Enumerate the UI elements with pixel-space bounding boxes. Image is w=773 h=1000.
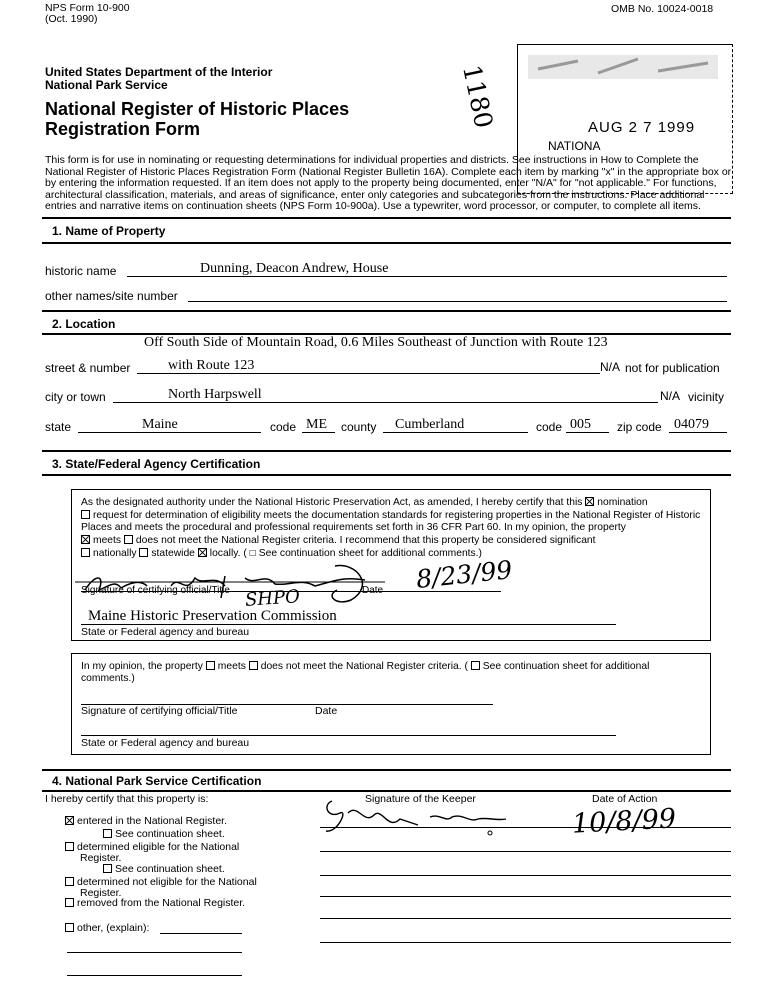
certify-label: I hereby certify that this property is: <box>45 793 209 805</box>
county-code-field[interactable]: 005 <box>570 417 591 432</box>
opinion-does-not-meet-checkbox[interactable] <box>249 661 258 670</box>
vicinity-value[interactable]: N/A <box>660 389 681 403</box>
eligible-checkbox[interactable] <box>65 842 74 851</box>
other-line-2 <box>67 952 242 953</box>
divider <box>42 790 731 792</box>
divider <box>42 474 731 476</box>
agency-label: State or Federal agency and bureau <box>81 626 250 638</box>
zip-label: zip code <box>617 420 662 434</box>
opinion-continuation-checkbox[interactable] <box>471 661 480 670</box>
section-3-heading: 3. State/Federal Agency Certification <box>52 457 261 471</box>
cert-line-1 <box>81 497 701 509</box>
divider <box>42 217 731 219</box>
form-header <box>45 3 130 25</box>
option-eligible[interactable] <box>65 842 260 864</box>
action-date: 10/8/99 <box>571 803 677 840</box>
other-line-3 <box>67 975 242 976</box>
keeper-line-5 <box>320 918 731 919</box>
cert-meets-line <box>81 535 701 547</box>
street-label: street & number <box>45 361 131 375</box>
other-names-line <box>188 301 727 302</box>
department: United States Department of the Interior <box>45 65 273 79</box>
state-label: state <box>45 420 72 434</box>
agency-header <box>45 66 272 92</box>
form-number: NPS Form 10-900 <box>45 2 130 14</box>
keeper-signature <box>318 795 528 843</box>
keeper-line-4 <box>320 896 731 897</box>
keeper-line-1 <box>320 827 731 828</box>
nomination-label: nomination <box>597 497 648 508</box>
meets-label: meets <box>93 535 122 546</box>
form-date: (Oct. 1990) <box>45 13 98 25</box>
agency-line <box>81 624 616 625</box>
section-2-heading: 2. Location <box>52 317 116 331</box>
divider <box>42 769 731 771</box>
nfp-label: not for publication <box>625 361 720 375</box>
does-not-meet-checkbox[interactable] <box>124 535 133 544</box>
street-field[interactable]: with Route 123 <box>168 358 255 373</box>
stamp-partial: NATIONA <box>548 139 601 153</box>
divider <box>42 242 731 244</box>
intro-text: This form is for use in nominating or requesting determinations for individual properties and districts. See instructions in How to Complete the National Register of Historic Places Registration Form (National Register Bulletin 16A). Complete each item by marking "x" in the appropriate box or by entering the information requested. If an item does not apply to the property being documented, enter "N/A" for "not applicable." For functions, architectural classification, materials, and areas of significance, enter only categories and subcategories from the instructions. Place additional entries and narrative items on continuation sheets (NPS Form 10-900a). Use a typewriter, word processor, or computer, to complete all items. <box>45 154 732 213</box>
signature-date: 8/23/99 <box>414 555 514 594</box>
cert-request-text: request for determination of eligibility meets the documentation standards for registering properties in the National Register of Historic Places and meets the procedural and professional requirements set forth in 36 CFR Part 60. In my opinion, the property <box>81 510 701 534</box>
keeper-line-6 <box>320 942 731 943</box>
county-label: county <box>341 420 377 434</box>
omb-number: OMB No. 10024-0018 <box>611 3 714 15</box>
title-line-2: Registration Form <box>45 119 201 139</box>
page-title <box>45 99 349 139</box>
city-field[interactable]: North Harpswell <box>168 387 262 402</box>
vicinity-label: vicinity <box>688 390 725 404</box>
action-label: Date of Action <box>592 793 658 805</box>
option-removed[interactable] <box>65 898 260 909</box>
cert-line-1-text: As the designated authority under the National Historic Preservation Act, as amended, I hereby certify that this <box>81 497 583 508</box>
statewide-label: statewide <box>151 548 195 559</box>
street-line-1[interactable]: Off South Side of Mountain Road, 0.6 Miles Southeast of Junction with Route 123 <box>144 335 608 350</box>
code-label: code <box>270 420 297 434</box>
agency-field[interactable]: Maine Historic Preservation Commission <box>88 608 337 624</box>
historic-name-field[interactable]: Dunning, Deacon Andrew, House <box>200 261 389 276</box>
see-cont-2-label: See continuation sheet. <box>115 863 225 875</box>
stamp-smudge <box>518 49 732 99</box>
not-eligible-label: determined not eligible for the National Register. <box>77 876 257 899</box>
see-cont-2-checkbox[interactable] <box>103 864 112 873</box>
locally-label: locally. <box>209 548 241 559</box>
nationally-label: nationally <box>93 548 137 559</box>
cert-request <box>81 510 701 535</box>
nfp-value[interactable]: N/A <box>600 360 621 374</box>
keeper-line-3 <box>320 875 731 876</box>
title-line-1: National Register of Historic Places <box>45 99 350 119</box>
see-continuation-text: ( □ See continuation sheet for additional comments.) <box>243 548 482 559</box>
county-code-label: code <box>536 420 563 434</box>
divider <box>42 450 731 452</box>
other-checkbox[interactable] <box>65 923 74 932</box>
opinion-meets-label: meets <box>217 661 246 672</box>
opinion-text-b: does not meet the National Register criteria. ( <box>260 661 468 672</box>
see-cont-1-checkbox[interactable] <box>103 829 112 838</box>
entered-label: entered in the National Register. <box>77 815 228 827</box>
city-label: city or town <box>45 390 106 404</box>
official-signature <box>75 556 395 608</box>
option-see-cont-1[interactable] <box>103 829 225 840</box>
service: National Park Service <box>45 78 168 92</box>
agency-label-2: State or Federal agency and bureau <box>81 737 250 749</box>
opinion-text-c: See continuation sheet for additional comments.) <box>81 661 650 685</box>
opinion-text-a: In my opinion, the property <box>81 661 203 672</box>
keeper-line-2 <box>320 851 731 852</box>
state-field[interactable]: Maine <box>142 417 178 432</box>
date-label: Date <box>362 585 384 596</box>
option-entered[interactable] <box>65 816 227 827</box>
signature-label: Signature of certifying official/Title <box>81 585 230 596</box>
option-not-eligible[interactable] <box>65 877 260 899</box>
stamp-date: AUG 2 7 1999 <box>588 119 696 136</box>
agency-line-2 <box>81 735 616 736</box>
handwritten-title: SHPO <box>244 586 301 611</box>
zip-field[interactable]: 04079 <box>674 417 709 432</box>
historic-name-label: historic name <box>45 264 117 278</box>
nomination-checkbox[interactable] <box>585 497 594 506</box>
signature-label-2: Signature of certifying official/Title <box>81 705 238 717</box>
eligible-label: determined eligible for the National Register. <box>77 841 240 864</box>
removed-checkbox[interactable] <box>65 898 74 907</box>
keeper-label: Signature of the Keeper <box>365 793 476 805</box>
other-label: other, (explain): <box>77 922 150 934</box>
other-line-1 <box>160 933 242 934</box>
not-eligible-checkbox[interactable] <box>65 877 74 886</box>
divider <box>42 310 731 312</box>
county-field[interactable]: Cumberland <box>395 417 465 432</box>
entered-checkbox[interactable] <box>65 816 74 825</box>
see-cont-1-label: See continuation sheet. <box>115 828 225 840</box>
option-see-cont-2[interactable] <box>103 864 225 875</box>
does-not-meet-label: does not meet the National Register criteria. I recommend that this property be considered significant <box>135 535 596 546</box>
removed-label: removed from the National Register. <box>77 897 246 909</box>
other-names-label: other names/site number <box>45 289 178 303</box>
handwritten-number: 1180 <box>457 62 499 131</box>
request-checkbox[interactable] <box>81 510 90 519</box>
section-1-heading: 1. Name of Property <box>52 224 166 238</box>
date-label-2: Date <box>315 705 338 717</box>
state-code-field[interactable]: ME <box>306 417 327 432</box>
section-4-heading: 4. National Park Service Certification <box>52 774 262 788</box>
opinion-meets-checkbox[interactable] <box>206 661 215 670</box>
meets-checkbox[interactable] <box>81 535 90 544</box>
opinion-text <box>81 661 701 686</box>
option-other[interactable] <box>65 923 149 934</box>
